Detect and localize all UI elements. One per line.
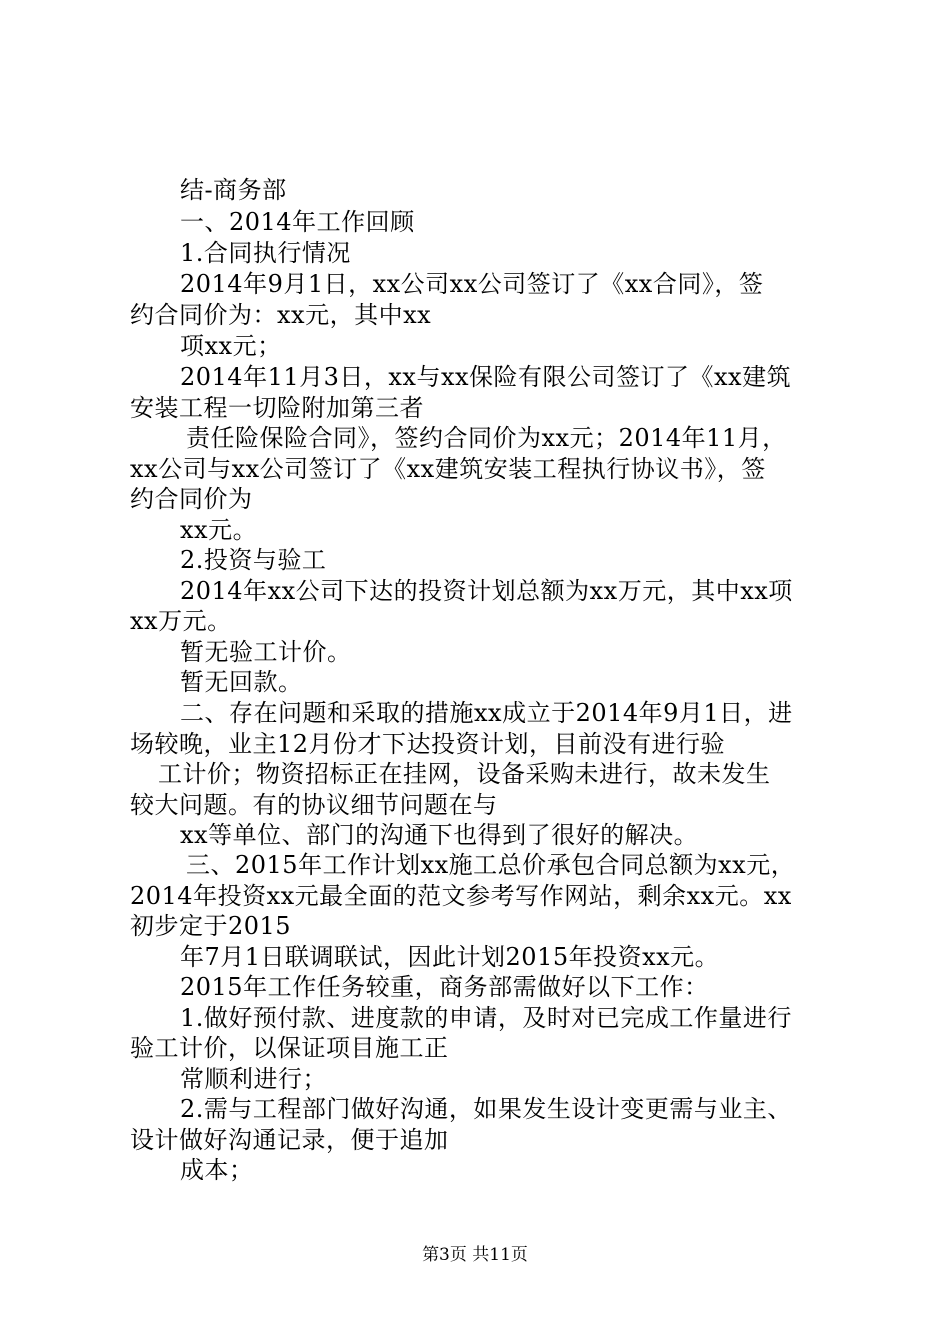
- text-line: 责任险保险合同》，签约合同价为xx元；2014年11月，: [186, 424, 787, 452]
- text-line: 2014年投资xx元最全面的范文参考写作网站，剩余xx元。xx: [130, 882, 792, 910]
- text-line: 2014年xx公司下达的投资计划总额为xx万元，其中xx项: [180, 577, 793, 605]
- text-line: xx元。: [180, 516, 258, 544]
- text-line: 设计做好沟通记录，便于追加: [130, 1126, 449, 1154]
- text-line: 2015年工作任务较重，商务部需做好以下工作：: [180, 973, 709, 1001]
- subsection-heading: 2.投资与验工: [180, 546, 327, 574]
- text-line: 2.需与工程部门做好沟通，如果发生设计变更需与业主、: [180, 1095, 792, 1123]
- page-footer: 第3页 共11页: [422, 1245, 528, 1265]
- text-line: 安装工程一切险附加第三者: [130, 394, 424, 422]
- text-line: 2014年9月1日，xx公司xx公司签订了《xx合同》，签: [180, 270, 764, 298]
- text-line: xx等单位、部门的沟通下也得到了很好的解决。: [180, 821, 699, 849]
- text-line: 暂无回款。: [180, 668, 303, 696]
- text-line: xx万元。: [130, 607, 232, 635]
- section-heading: 三、2015年工作计划xx施工总价承包合同总额为xx元，: [186, 851, 796, 879]
- text-line: 较大问题。有的协议细节问题在与: [130, 791, 498, 819]
- text-line: 初步定于2015: [130, 912, 292, 940]
- text-line: 约合同价为: [130, 485, 253, 513]
- text-line: 暂无验工计价。: [180, 638, 352, 666]
- section-heading: 一、2014年工作回顾: [180, 208, 415, 236]
- text-line: 年7月1日联调联试，因此计划2015年投资xx元。: [180, 943, 720, 971]
- text-line: 结-商务部: [180, 176, 287, 204]
- text-line: 1.做好预付款、进度款的申请，及时对已完成工作量进行: [180, 1004, 792, 1032]
- text-line: 工计价；物资招标正在挂网，设备采购未进行，故未发生: [158, 760, 771, 788]
- section-heading: 二、存在问题和采取的措施xx成立于2014年9月1日，进: [180, 699, 793, 727]
- text-line: 常顺利进行；: [180, 1065, 327, 1093]
- text-line: 成本；: [180, 1156, 254, 1184]
- text-line: 项xx元；: [180, 332, 282, 360]
- text-line: xx公司与xx公司签订了《xx建筑安装工程执行协议书》，签: [130, 455, 766, 483]
- text-line: 场较晚，业主12月份才下达投资计划，目前没有进行验: [130, 730, 726, 758]
- text-line: 约合同价为：xx元，其中xx: [130, 301, 432, 329]
- subsection-heading: 1.合同执行情况: [180, 239, 351, 267]
- text-line: 2014年11月3日，xx与xx保险有限公司签订了《xx建筑: [180, 363, 792, 391]
- text-line: 验工计价，以保证项目施工正: [130, 1034, 449, 1062]
